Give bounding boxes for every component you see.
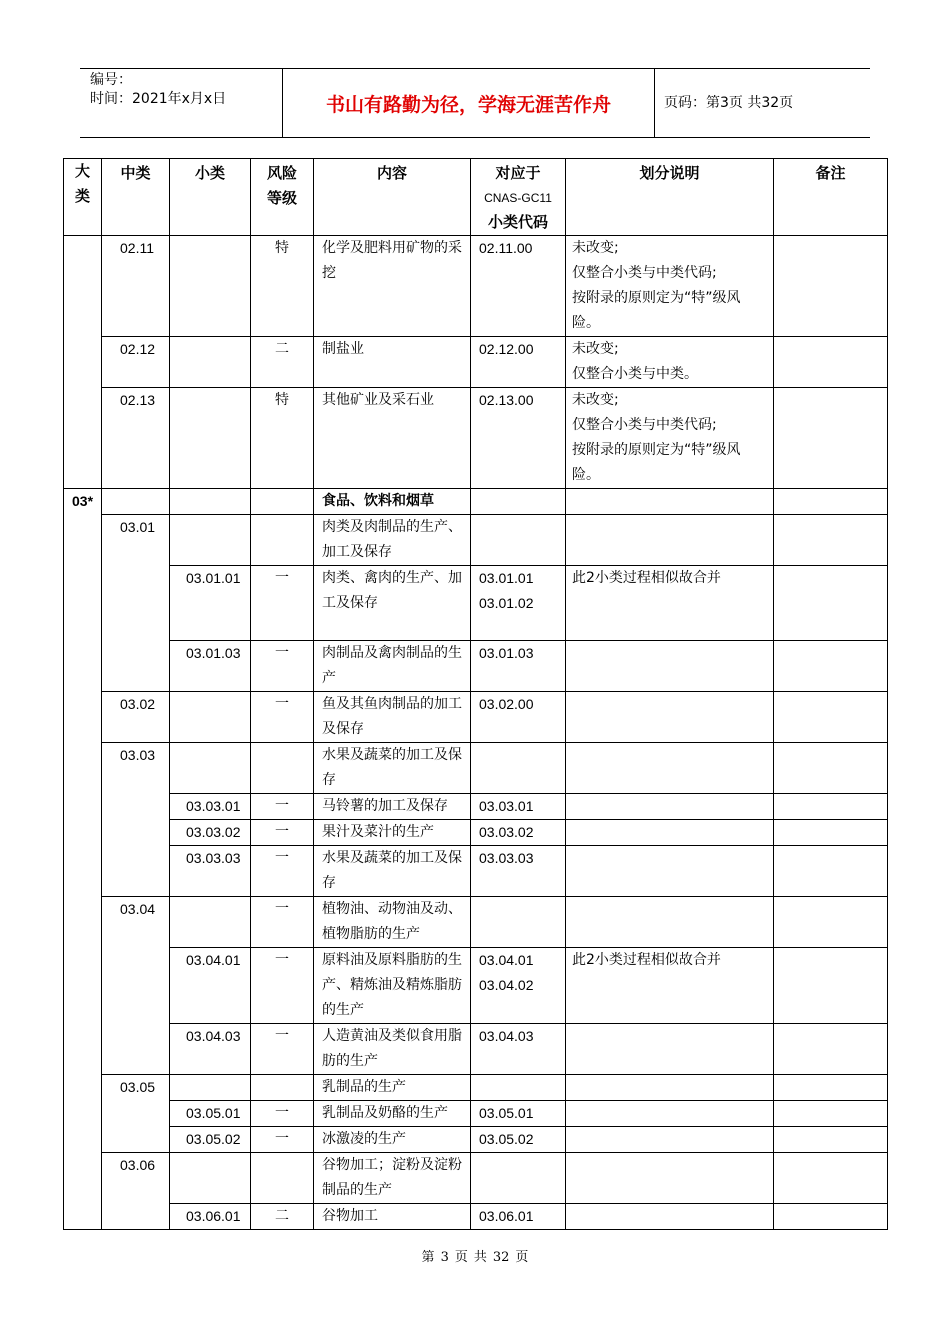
- table-row: [64, 1153, 888, 1204]
- division-note: 此2小类过程相似故合并: [566, 566, 774, 641]
- gc11-code: 03.02.00: [471, 692, 566, 743]
- minor-code: 03.01.03: [170, 641, 251, 692]
- table-row: [64, 1127, 888, 1153]
- risk-level: 特: [251, 388, 314, 489]
- minor-code: 03.03.01: [170, 794, 251, 820]
- table-row: [64, 566, 888, 641]
- remark: [774, 515, 888, 566]
- division-note: [566, 1101, 774, 1127]
- minor-code: [170, 515, 251, 566]
- gc11-code: [471, 515, 566, 566]
- minor-code: 03.04.03: [170, 1024, 251, 1075]
- division-note: [566, 641, 774, 692]
- content: 肉制品及禽肉制品的生产: [314, 641, 471, 692]
- remark: [774, 794, 888, 820]
- remark: [774, 641, 888, 692]
- table-row: [64, 743, 888, 794]
- remark: [774, 743, 888, 794]
- page-footer: [0, 1246, 950, 1265]
- table-row: [64, 1024, 888, 1075]
- gc11-code: 02.12.00: [471, 337, 566, 388]
- minor-code: 03.03.02: [170, 820, 251, 846]
- content: 马铃薯的加工及保存: [314, 794, 471, 820]
- content: 谷物加工；淀粉及淀粉制品的生产: [314, 1153, 471, 1204]
- minor-code: 03.04.01: [170, 948, 251, 1024]
- footer-text: 页: [454, 1250, 468, 1265]
- risk-level: 一: [251, 566, 314, 641]
- gc11-code: 03.05.01: [471, 1101, 566, 1127]
- remark: [774, 820, 888, 846]
- risk-level: 二: [251, 337, 314, 388]
- division-note: [566, 1127, 774, 1153]
- table-row: [64, 794, 888, 820]
- remark: [774, 846, 888, 897]
- mid-code: 03.05: [102, 1075, 170, 1153]
- division-note: [566, 1204, 774, 1230]
- footer-page-number: 3: [440, 1250, 449, 1265]
- remark: [774, 1024, 888, 1075]
- minor-code: [170, 743, 251, 794]
- risk-level: 一: [251, 948, 314, 1024]
- mid-code: 03.01: [102, 515, 170, 692]
- footer-total-pages: 32: [492, 1250, 510, 1265]
- table-row: [64, 337, 888, 388]
- division-note: 此2小类过程相似故合并: [566, 948, 774, 1024]
- remark: [774, 692, 888, 743]
- division-note: [566, 897, 774, 948]
- gc11-code: [471, 897, 566, 948]
- mid-code: 03.02: [102, 692, 170, 743]
- footer-text: 页: [515, 1250, 529, 1265]
- risk-level: [251, 515, 314, 566]
- remark: [774, 566, 888, 641]
- table-row: [64, 820, 888, 846]
- table-row: [64, 846, 888, 897]
- table-row: [64, 1204, 888, 1230]
- gc11-code: [471, 743, 566, 794]
- content: 水果及蔬菜的加工及保存: [314, 846, 471, 897]
- remark: [774, 1127, 888, 1153]
- risk-level: [251, 743, 314, 794]
- gc11-code: 03.05.02: [471, 1127, 566, 1153]
- gc11-code: [471, 1153, 566, 1204]
- content: 水果及蔬菜的加工及保存: [314, 743, 471, 794]
- division-note: [566, 794, 774, 820]
- table-row: [64, 489, 888, 515]
- remark: [774, 948, 888, 1024]
- minor-code: [170, 692, 251, 743]
- major-cell: [64, 236, 102, 489]
- risk-level: 一: [251, 692, 314, 743]
- table-row: [64, 897, 888, 948]
- content: 乳制品的生产: [314, 1075, 471, 1101]
- page-info: 页码：第3页 共32页: [664, 95, 794, 111]
- header-note: 划分说明: [566, 159, 774, 236]
- content: 食品、饮料和烟草: [314, 489, 471, 515]
- header-mid: 中类: [102, 159, 170, 236]
- remark: [774, 337, 888, 388]
- gc11-code: 03.03.01: [471, 794, 566, 820]
- gc11-code: [471, 1075, 566, 1101]
- gc11-code: 03.03.02: [471, 820, 566, 846]
- gc11-code: 02.11.00: [471, 236, 566, 337]
- table-row: [64, 1075, 888, 1101]
- risk-level: [251, 489, 314, 515]
- gc11-code: 03.01.01 03.01.02: [471, 566, 566, 641]
- minor-code: [170, 489, 251, 515]
- risk-level: 特: [251, 236, 314, 337]
- remark: [774, 1075, 888, 1101]
- mid-code: 03.04: [102, 897, 170, 1075]
- number-label: 编号：: [90, 72, 132, 88]
- content: 谷物加工: [314, 1204, 471, 1230]
- division-note: [566, 489, 774, 515]
- table-header-row: [64, 159, 888, 236]
- gc11-code: 03.04.01 03.04.02: [471, 948, 566, 1024]
- division-note: [566, 1024, 774, 1075]
- header-gc11-line2: CNAS-GC11: [484, 191, 552, 205]
- time-label: 时间：2021年x月x日: [90, 91, 227, 107]
- footer-text: 第: [421, 1250, 435, 1265]
- risk-level: 一: [251, 897, 314, 948]
- header-content: 内容: [314, 159, 471, 236]
- header-gc11-line3: 小类代码: [487, 213, 548, 231]
- minor-code: 03.06.01: [170, 1204, 251, 1230]
- risk-level: 一: [251, 1101, 314, 1127]
- remark: [774, 1101, 888, 1127]
- content: 乳制品及奶酪的生产: [314, 1101, 471, 1127]
- content: 鱼及其鱼肉制品的加工及保存: [314, 692, 471, 743]
- division-note: [566, 820, 774, 846]
- remark: [774, 388, 888, 489]
- mid-code: 03.06: [102, 1153, 170, 1230]
- content: 冰激凌的生产: [314, 1127, 471, 1153]
- risk-level: 一: [251, 820, 314, 846]
- division-note: [566, 846, 774, 897]
- division-note: 未改变; 仅整合小类与中类代码; 按附录的原则定为“特”级风险。: [566, 236, 774, 337]
- mid-code: 02.13: [102, 388, 170, 489]
- table-row: [64, 1101, 888, 1127]
- division-note: [566, 743, 774, 794]
- minor-code: [170, 236, 251, 337]
- gc11-code: 03.03.03: [471, 846, 566, 897]
- content: 肉类、禽肉的生产、加工及保存: [314, 566, 471, 641]
- mid-code: 02.12: [102, 337, 170, 388]
- content: 植物油、动物油及动、植物脂肪的生产: [314, 897, 471, 948]
- content: 其他矿业及采石业: [314, 388, 471, 489]
- header-remark: 备注: [774, 159, 888, 236]
- content: 原料油及原料脂肪的生产、精炼油及精炼脂肪的生产: [314, 948, 471, 1024]
- risk-level: 一: [251, 1127, 314, 1153]
- footer-text: 共: [473, 1250, 487, 1265]
- table-row: [64, 948, 888, 1024]
- table-row: [64, 641, 888, 692]
- header-risk: 风险等级: [251, 159, 314, 236]
- risk-level: 二: [251, 1204, 314, 1230]
- division-note: 未改变; 仅整合小类与中类代码; 按附录的原则定为“特”级风险。: [566, 388, 774, 489]
- major-code: 03*: [64, 489, 102, 1230]
- motto: 书山有路勤为径，学海无涯苦作舟: [282, 69, 655, 137]
- division-note: [566, 692, 774, 743]
- content: 制盐业: [314, 337, 471, 388]
- risk-level: [251, 1075, 314, 1101]
- remark: [774, 489, 888, 515]
- minor-code: [170, 388, 251, 489]
- minor-code: 03.05.01: [170, 1101, 251, 1127]
- header-gc11-line1: 对应于: [495, 164, 541, 182]
- mid-code: [102, 489, 170, 515]
- division-note: 未改变; 仅整合小类与中类。: [566, 337, 774, 388]
- remark: [774, 1153, 888, 1204]
- risk-level: [251, 1153, 314, 1204]
- gc11-code: 03.01.03: [471, 641, 566, 692]
- minor-code: 03.05.02: [170, 1127, 251, 1153]
- remark: [774, 897, 888, 948]
- gc11-code: 03.04.03: [471, 1024, 566, 1075]
- gc11-code: [471, 489, 566, 515]
- risk-level: 一: [251, 641, 314, 692]
- division-note: [566, 1075, 774, 1101]
- division-note: [566, 515, 774, 566]
- risk-level: 一: [251, 794, 314, 820]
- classification-table: [63, 158, 888, 1230]
- header-minor: 小类: [170, 159, 251, 236]
- header-gc11: [471, 159, 566, 236]
- minor-code: [170, 337, 251, 388]
- mid-code: 03.03: [102, 743, 170, 897]
- risk-level: 一: [251, 1024, 314, 1075]
- table-row: [64, 515, 888, 566]
- header-meta: [80, 69, 282, 137]
- minor-code: 03.01.01: [170, 566, 251, 641]
- content: 果汁及菜汁的生产: [314, 820, 471, 846]
- minor-code: [170, 897, 251, 948]
- header-major: 大类: [64, 159, 102, 236]
- minor-code: 03.03.03: [170, 846, 251, 897]
- risk-level: 一: [251, 846, 314, 897]
- remark: [774, 236, 888, 337]
- table-row: [64, 692, 888, 743]
- content: 化学及肥料用矿物的采挖: [314, 236, 471, 337]
- table-row: [64, 236, 888, 337]
- remark: [774, 1204, 888, 1230]
- division-note: [566, 1153, 774, 1204]
- minor-code: [170, 1075, 251, 1101]
- minor-code: [170, 1153, 251, 1204]
- mid-code: 02.11: [102, 236, 170, 337]
- content: 人造黄油及类似食用脂肪的生产: [314, 1024, 471, 1075]
- gc11-code: 02.13.00: [471, 388, 566, 489]
- table-row: [64, 388, 888, 489]
- gc11-code: 03.06.01: [471, 1204, 566, 1230]
- content: 肉类及肉制品的生产、加工及保存: [314, 515, 471, 566]
- page-header: [80, 68, 870, 138]
